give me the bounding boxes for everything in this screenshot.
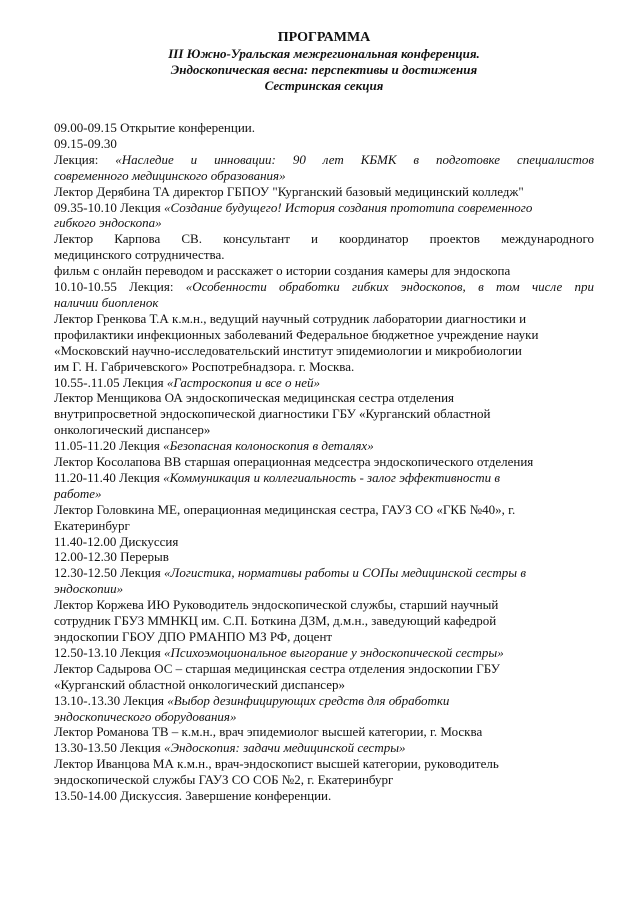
program-text: 11.20-11.40 Лекция <box>54 469 164 485</box>
program-text: Лектор Головкина МЕ, операционная медицинская сестра, ГАУЗ СО «ГКБ №40», г. <box>54 501 516 517</box>
program-text: 13.50-14.00 Дискуссия. Завершение конференции. <box>54 788 332 804</box>
program-text: Лектор Романова ТВ – к.м.н., врач эпидемиолог высшей категории, г. Москва <box>54 724 483 740</box>
program-line <box>54 645 594 661</box>
lecture-title: «Создание будущего! История создания прототипа современного <box>164 199 533 215</box>
program-line <box>54 740 594 756</box>
program-line <box>54 152 594 168</box>
program-text: им Г. Н. Габричевского» Роспотребнадзора. г. Москва. <box>54 358 355 374</box>
program-line <box>54 343 594 359</box>
program-text: внутрипросветной эндоскопической диагностики ГБУ «Курганский областной <box>54 406 491 422</box>
lecture-title: современного медицинского образования» <box>54 167 286 183</box>
program-text: фильм с онлайн переводом и расскажет о истории создания камеры для эндоскопа <box>54 263 511 279</box>
program-text: 12.00-12.30 Перерыв <box>54 549 169 565</box>
program-line <box>54 327 594 343</box>
program-line <box>54 247 594 263</box>
program-text: Лектор Садырова ОС – старшая медицинская сестра отделения эндоскопии ГБУ <box>54 660 500 676</box>
program-text: Екатеринбург <box>54 517 130 533</box>
lecture-title: «Коммуникация и коллегиальность - залог эффективности в <box>163 469 500 485</box>
program-page <box>54 30 594 804</box>
lecture-title: «Эндоскопия: задачи медицинской сестры» <box>164 740 406 756</box>
program-line <box>54 565 594 581</box>
program-line <box>54 184 594 200</box>
program-line <box>54 215 594 231</box>
program-line <box>54 311 594 327</box>
program-text: 10.55-.11.05 Лекция <box>54 374 167 390</box>
program-line <box>54 613 594 629</box>
program-line <box>54 406 594 422</box>
program-line <box>54 359 594 375</box>
program-line <box>54 709 594 725</box>
program-line <box>54 200 594 216</box>
program-text: 11.40-12.00 Дискуссия <box>54 533 179 549</box>
program-line <box>54 295 594 311</box>
program-text: Лектор Иванцова МА к.м.н., врач-эндоскопист высшей категории, руководитель <box>54 756 499 772</box>
program-line <box>54 390 594 406</box>
program-line <box>54 454 594 470</box>
program-line <box>54 661 594 677</box>
lecture-title: наличии биопленок <box>54 294 159 310</box>
program-line <box>54 772 594 788</box>
program-text: 09.15-09.30 <box>54 135 117 151</box>
program-line <box>54 756 594 772</box>
lecture-title: «Гастроскопия и все о ней» <box>166 374 321 390</box>
program-line <box>54 422 594 438</box>
program-text: Лектор Косолапова ВВ старшая операционная медсестра эндоскопического отделения <box>54 454 534 470</box>
conference-name: III Южно-Уральская межрегиональная конференция. <box>168 46 480 61</box>
section-name: Сестринская секция <box>264 78 384 93</box>
program-text: эндоскопии ГБОУ ДПО РМАНПО МЗ РФ, доцент <box>54 629 333 644</box>
lecture-title: «Логистика, нормативы работы и СОПы медицинской сестры в <box>164 565 527 581</box>
lecture-title: работе» <box>54 485 102 501</box>
program-line <box>54 279 594 295</box>
lecture-title: «Психоэмоциональное выгорание у эндоскопической сестры» <box>164 644 504 660</box>
program-line <box>54 502 594 518</box>
program-text: профилактики инфекционных заболеваний Федеральное бюджетное учреждение науки <box>54 326 539 342</box>
program-text: Лектор Коржева ИЮ Руководитель эндоскопической службы, старший научный <box>54 597 499 613</box>
program-text: 09.00-09.15 Открытие конференции. <box>54 120 256 135</box>
lecture-title: «Выбор дезинфицирующих средств для обработки <box>167 692 450 708</box>
lecture-title: гибкого эндоскопа» <box>54 215 162 231</box>
program-line <box>54 581 594 597</box>
program-line <box>54 788 594 804</box>
lecture-title: «Особенности обработки гибких эндоскопов, в том числе при <box>185 279 595 295</box>
program-line <box>54 549 594 565</box>
program-text: Лекция: <box>54 151 116 167</box>
program-text: «Курганский областной онкологический диспансер» <box>54 676 345 692</box>
program-text: 13.30-13.50 Лекция <box>54 740 165 756</box>
program-text: 09.35-10.10 Лекция <box>54 199 165 215</box>
program-line <box>54 693 594 709</box>
program-line <box>54 263 594 279</box>
program-line <box>54 724 594 740</box>
program-text: 12.30-12.50 Лекция <box>54 565 165 581</box>
document-header <box>54 30 594 94</box>
program-text: 12.50-13.10 Лекция <box>54 644 165 660</box>
lecture-title: эндоскопического оборудования» <box>54 708 237 724</box>
program-line <box>54 470 594 486</box>
program-text: Лектор Менщикова ОА эндоскопическая медицинская сестра отделения <box>54 390 455 406</box>
program-text: сотрудник ГБУЗ ММНКЦ им. С.П. Боткина ДЗМ, д.м.н., заведующий кафедрой <box>54 613 497 629</box>
program-line <box>54 438 594 454</box>
program-line <box>54 375 594 391</box>
lecture-title: эндоскопии» <box>54 581 124 597</box>
program-line <box>54 597 594 613</box>
program-text: онкологический диспансер» <box>54 422 211 438</box>
program-line <box>54 534 594 550</box>
program-text: Лектор Гренкова Т.А к.м.н., ведущий научный сотрудник лаборатории диагностики и <box>54 310 527 326</box>
program-line <box>54 168 594 184</box>
program-line <box>54 231 594 247</box>
program-line <box>54 120 594 136</box>
program-text: Лектор Карпова СВ. консультант и координатор проектов международного <box>54 231 594 247</box>
program-body <box>54 120 594 804</box>
program-line <box>54 677 594 693</box>
document-title: ПРОГРАММА <box>277 30 371 45</box>
conference-subtitle: Эндоскопическая весна: перспективы и достижения <box>170 62 478 77</box>
lecture-title: «Наследие и инновации: 90 лет КБМК в подготовке специалистов <box>115 151 594 167</box>
program-text: 11.05-11.20 Лекция <box>54 438 164 454</box>
program-text: «Московский научно-исследовательский институт эпидемиологии и микробиологии <box>54 342 522 358</box>
program-text: Лектор Дерябина ТА директор ГБПОУ "Курганский базовый медицинский колледж" <box>54 183 524 199</box>
program-line <box>54 136 594 152</box>
program-text: эндоскопической службы ГАУЗ СО СОБ №2, г. Екатеринбург <box>54 772 394 788</box>
program-text: 10.10-10.55 Лекция: <box>54 279 186 295</box>
lecture-title: «Безопасная колоноскопия в деталях» <box>163 438 374 454</box>
program-text: 13.10-.13.30 Лекция <box>54 692 168 708</box>
program-line <box>54 629 594 645</box>
program-text: медицинского сотрудничества. <box>54 247 225 263</box>
program-line <box>54 518 594 534</box>
program-line <box>54 486 594 502</box>
